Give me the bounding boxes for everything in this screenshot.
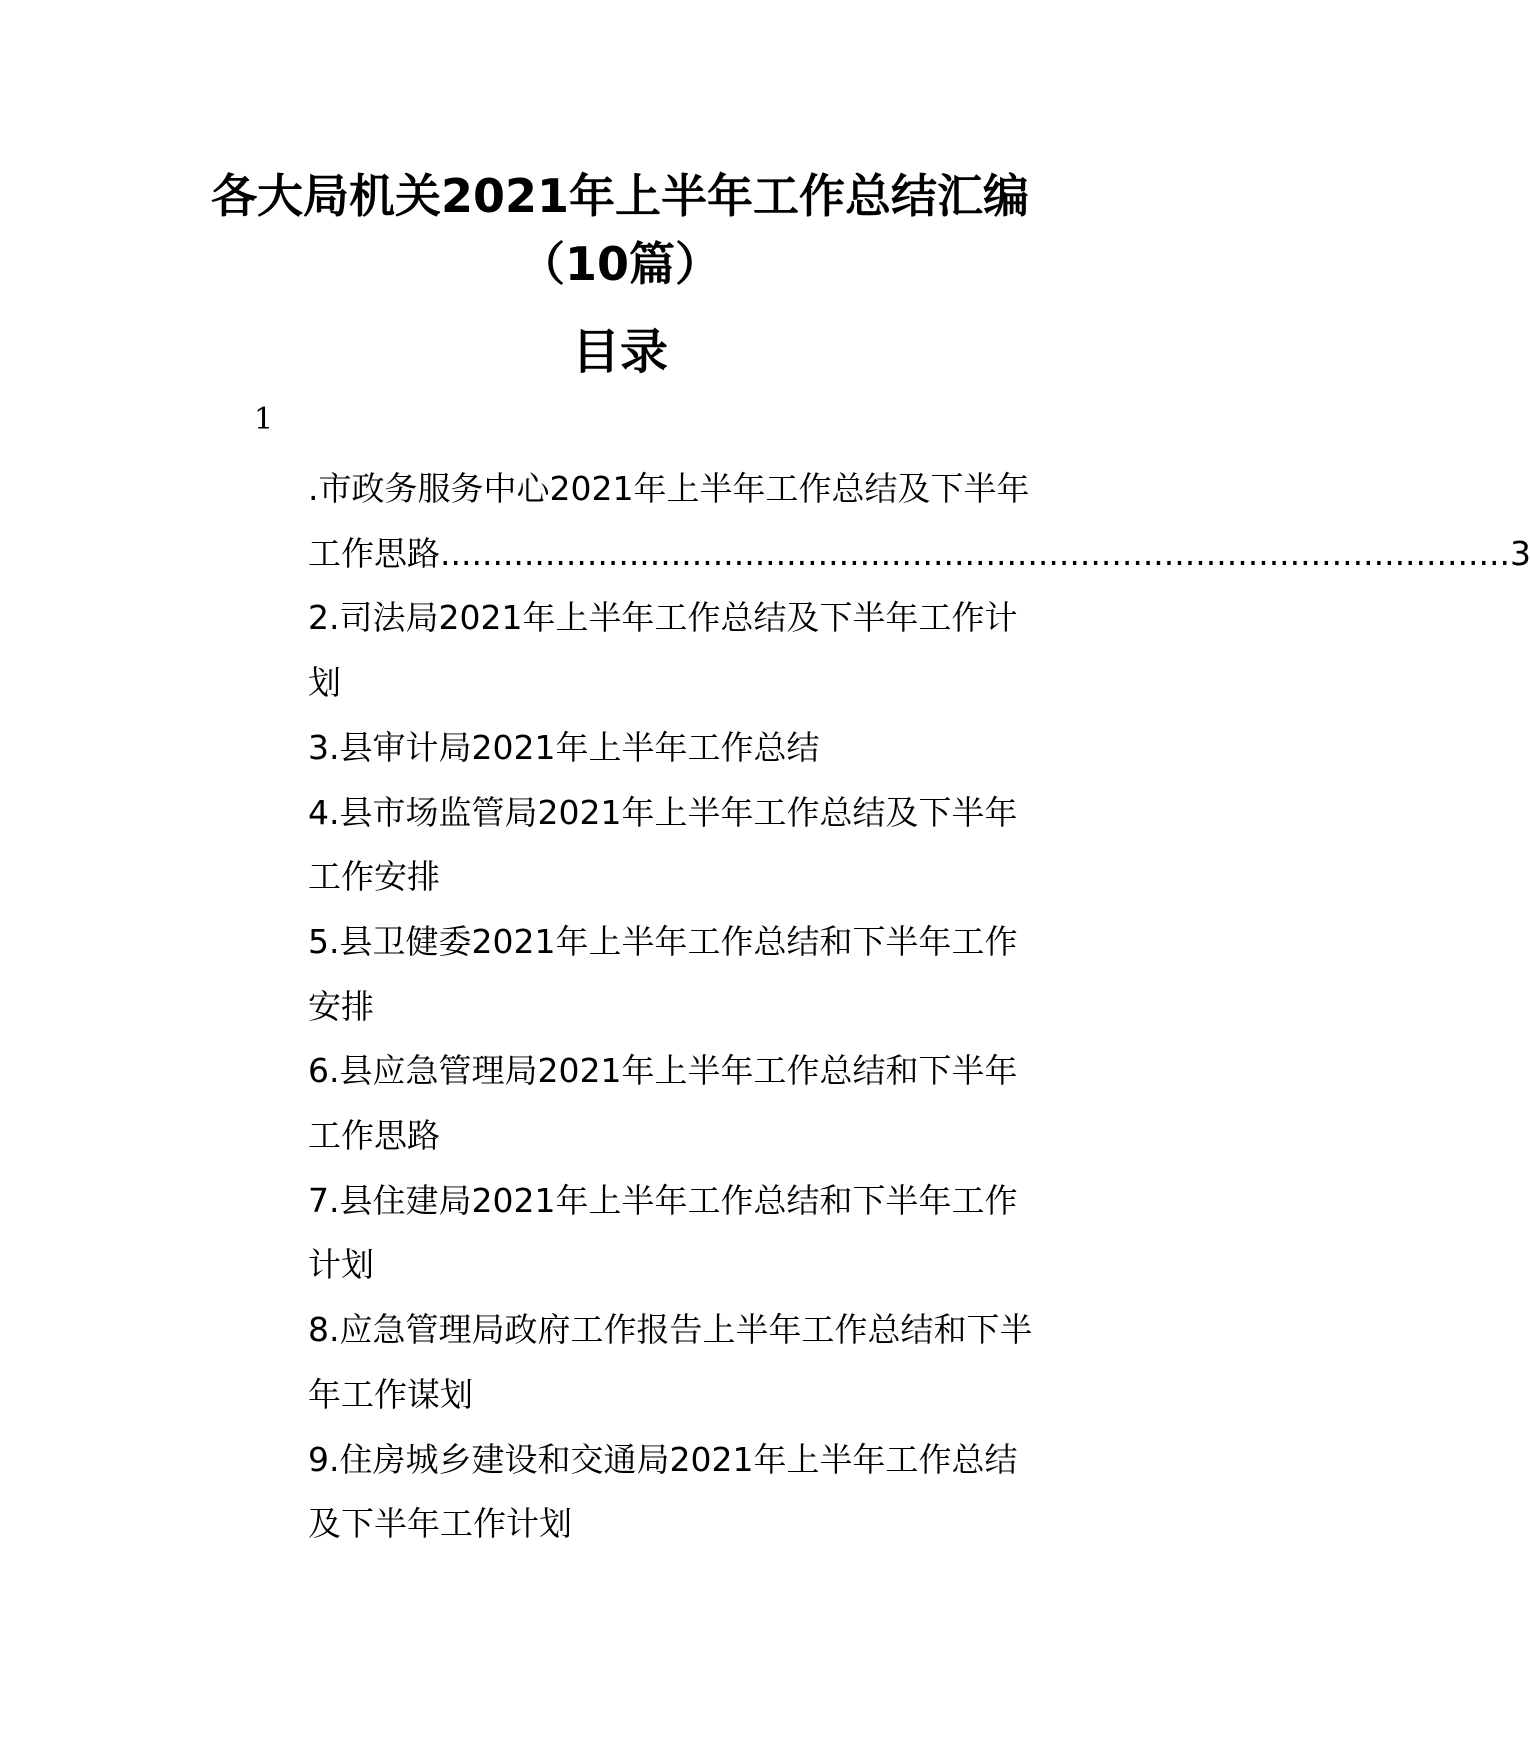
toc-item-text: 3.县审计局2021年上半年工作总结 bbox=[308, 727, 820, 767]
document-title-count: （10篇） bbox=[518, 237, 721, 291]
toc-item-2[interactable] bbox=[308, 586, 1050, 715]
toc-page-number: 3 bbox=[1509, 533, 1531, 573]
toc-item-text: 7.县住建局2021年上半年工作总结和下半年工作 bbox=[308, 1180, 1018, 1220]
toc-item-leader-line bbox=[308, 522, 1531, 587]
toc-item-text: 工作思路 bbox=[308, 533, 440, 573]
document-title: 各大局机关2021年上半年工作总结汇编 bbox=[210, 169, 1030, 223]
toc-item-7[interactable] bbox=[308, 1169, 1050, 1298]
toc-item-text: 工作思路 bbox=[308, 1116, 440, 1156]
toc-item-text: .市政务服务中心2021年上半年工作总结及下半年 bbox=[308, 469, 1030, 508]
toc-heading: 目录 bbox=[571, 324, 668, 380]
toc-item-1[interactable] bbox=[308, 457, 1531, 586]
toc-item-text: 工作安排 bbox=[308, 857, 440, 897]
first-item-number: 1 bbox=[254, 402, 274, 437]
toc-item-text: 5.县卫健委2021年上半年工作总结和下半年工作 bbox=[308, 921, 1018, 961]
toc-item-4[interactable] bbox=[308, 781, 1050, 910]
toc-item-9[interactable] bbox=[308, 1428, 1050, 1557]
toc-item-3[interactable] bbox=[308, 716, 1050, 781]
toc-item-text: 及下半年工作计划 bbox=[308, 1504, 572, 1544]
toc-item-text: 9.住房城乡建设和交通局2021年上半年工作总结 bbox=[308, 1439, 1018, 1479]
toc-item-text: 年工作谋划 bbox=[308, 1374, 473, 1414]
toc-item-text: 划 bbox=[308, 663, 341, 703]
toc-item-6[interactable] bbox=[308, 1039, 1050, 1168]
toc-item-8[interactable] bbox=[308, 1298, 1050, 1427]
toc-item-5[interactable] bbox=[308, 910, 1050, 1039]
toc-item-text: 4.县市场监管局2021年上半年工作总结及下半年 bbox=[308, 792, 1018, 832]
toc-item-text: 6.县应急管理局2021年上半年工作总结和下半年 bbox=[308, 1051, 1018, 1091]
toc-item-text: 计划 bbox=[308, 1245, 374, 1285]
toc-item-text: 8.应急管理局政府工作报告上半年工作总结和下半 bbox=[308, 1310, 1033, 1350]
dot-leader: ...................................................................................................... bbox=[440, 533, 1510, 573]
table-of-contents bbox=[308, 457, 1531, 1557]
toc-item-text: 2.司法局2021年上半年工作总结及下半年工作计 bbox=[308, 598, 1018, 638]
toc-item-text: 安排 bbox=[308, 986, 374, 1026]
